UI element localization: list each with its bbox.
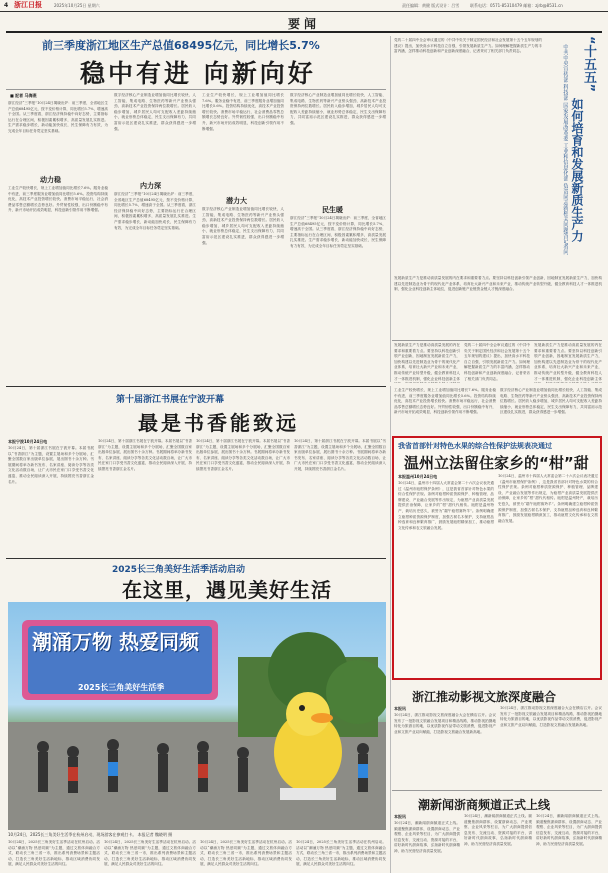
law-headline: 温州立法留住家乡的“柑”甜 [404,454,589,472]
paper-name: 浙江日报 [14,1,42,9]
issue-date: 2025年10月25日 星期六 [54,3,100,8]
gdp-subhead-inner: 内力深 [140,182,161,190]
gdp-byline: ■ 記者 马海燕 [10,93,37,98]
gdp-headline: 稳中有进 向新向好 [80,59,316,88]
summit-column-3: 10月24日，2025长三角美好生活季活动在杭州启动。活动以“潮涌万物 热爱同频”为主题，通过文旅体商融合方式，联动长三角三省一市，推出系列消费场景和主题活动，打造长三角美好生活新地标，推动区域消费协同发展，满足人民群众对美好生活的向往。 [200,840,292,867]
news-column-2: 10月24日，潮新闻浙商频道正式上线。频道聚焦浙商群体，设置浙商动态、产业观察、企业风采等栏目，为广大浙商提供信息发布、交流互动、资源对接的平台，讲好新时代浙商故事，弘扬新时代浙商精神，助力民营经济高质量发展。 [464,814,532,846]
gdp-kicker: 前三季度浙江地区生产总值68495亿元，同比增长5.7% [42,39,320,52]
film-headline: 浙江推动影视文旅深度融合 [412,690,557,704]
film-byline: 本报讯 [394,706,406,711]
right-mid-column-1: 工业生产较快增长，规上工业增加值同比增长7.6%。服务业稳中有进，前三季度服务业增加值同比增长5.6%。投资结构持续优化，高技术产业投资增长较快。消费市场平稳运行，社会消费品零售总额增长态势良好。外贸韧性较强，出口份额稳中有升，新兴市场开拓成效明显，科技创新引领作用不断增强。 [394,388,496,415]
news-headline: 潮新闻浙商频道正式上线 [418,798,551,812]
contact-line: 联系电话：0571-85310479 邮箱：zjrb@8531.cn [470,3,563,8]
plan-column-4: 党的二十届四中全会审议通过的《中共中央关于制定国民经济和社会发展第十五个五年规划的建议》提出，加快高水平科技自立自强，引领发展新质生产力。如何理解把握新质生产力的丰富内涵，怎样推动科技创新和产业创新深度融合，记者采访了相关部门负责同志。 [464,343,530,381]
summit-photo [8,602,386,830]
plan-vertical-block [546,36,602,276]
plan-divider [390,36,391,382]
section-title: 要闻 [287,17,320,31]
summit-headline: 在这里，遇见美好生活 [122,578,332,602]
plan-column-2: 发展新质生产力是推动高质量发展的内在要求和重要着力点。要坚持以科技创新引领产业创新，因地制宜发展新质生产力，加快构建以先进制造业为骨干的现代化产业体系，培育壮大新兴产业和未来产业，推动传统产业转型升级，健全教育科技人才一体推进机制，强化企业科技创新主体地位，促进创新链产业链资金链人才链深度融合。 [394,276,602,292]
law-byline: 本报温州10月24日电 [398,474,438,479]
masthead [0,0,608,12]
gdp-column-1b: 工业生产较快增长，规上工业增加值同比增长7.6%。服务业稳中有进，前三季度服务业增加值同比增长5.6%。投资结构持续优化，高技术产业投资增长较快。消费市场平稳运行，社会消费品零售总额增长态势良好。外贸韧性较强，出口份额稳中有升，新兴市场开拓成效明显，科技创新引领作用不断增强。 [8,186,108,213]
gdp-column-4: 数字经济核心产业制造业增加值同比增长较快，人工智能、集成电路、生物医药等新兴产业势头强劲，高新技术产业投资保持两位数增长。居民收入稳步增加，城乡居民人均可支配收入差距持续缩小，就业形势总体稳定，民生支出保障有力，共同富裕示范区建设扎实推进，群众获得感进一步增强。 [290,93,386,125]
plan-rule [392,340,602,341]
gdp-column-2b: 浙江经济“三季报”10月24日揭晓出炉：前三季度，全省地区生产总值68495亿元，按不变价格计算，同比增长5.7%，增速高于全国。从三季度看，浙江经济保持稳中向好态势，主要指标运行在合理区间，积极因素累积增多，高质量发展扎实推进。生产需求稳步增长，新动能加快成长，民生保障有力有效，为完成全年目标任务奠定坚实基础。 [114,192,196,230]
summit-photo-caption: 10月24日，2025长三角美好生活季在杭州启动，现场游客在参观打卡。 本报记者 魏晓明 摄 [8,832,173,837]
plan-column-5: 发展新质生产力是推动高质量发展的内在要求和重要着力点。要坚持以科技创新引领产业创新，因地制宜发展新质生产力，加快构建以先进制造业为骨干的现代化产业体系，培育壮大新兴产业和未来产业，推动传统产业转型升级，健全教育科技人才一体推进机制，强化企业科技创新主体 [534,343,602,381]
book-kicker: 第十届浙江书展在宁波开幕 [116,395,225,405]
book-column-4: 10月24日，第十届浙江书展在宁波开幕。本届书展以“书香浙江”为主题，设置主展场和多个分展场，汇聚全国数百家出版单位参展，展出图书十余万种。书展期间将举办新书发布、名家讲座、阅读分享等各类文化活动数百场，让广大市民在家门口享受书香文化盛宴，推动全民阅读深入开展，持续擦亮书香浙江金名片。 [294,439,386,471]
gdp-subhead-momentum: 动力稳 [40,176,61,184]
book-column-1: 10月24日，第十届浙江书展在宁波开幕。本届书展以“书香浙江”为主题，设置主展场和多个分展场，汇聚全国数百家出版单位参展，展出图书十余万种。书展期间将举办新书发布、名家讲座、阅读分享等各类文化活动数百场，让广大市民在家门口享受书香文化盛宴，推动全民阅读深入开展，持续擦亮书香浙江金名片。 [8,446,94,484]
plan-vertical-side: 中共中央宣传部 科技部 国家发展改革委 工业和信息化部 负责同志就相关问题答记者问 [562,44,568,255]
gdp-column-4b: 浙江经济“三季报”10月24日揭晓出炉：前三季度，全省地区生产总值68495亿元，按不变价格计算，同比增长5.7%，增速高于全国。从三季度看，浙江经济保持稳中向好态势，主要指标运行在合理区间，积极因素累积增多，高质量发展扎实推进。生产需求稳步增长，新动能加快成长，民生保障有力有效，为完成全年目标任务奠定坚实基础。 [290,216,386,248]
book-byline: 本报宁波10月24日电 [8,439,48,444]
summit-column-4: 10月24日，2025长三角美好生活季活动在杭州启动。活动以“潮涌万物 热爱同频”为主题，通过文旅体商融合方式，联动长三角三省一市，推出系列消费场景和主题活动，打造长三角美好生活新地标，推动区域消费协同发展，满足人民群众对美好生活的向往。 [296,840,386,867]
photo-sign-text: 潮涌万物 热爱同频 [32,630,199,654]
gdp-rule [6,89,386,90]
section-rule [6,31,602,33]
film-rule [392,790,602,791]
gdp-column-3: 工业生产较快增长，规上工业增加值同比增长7.6%。服务业稳中有进，前三季度服务业增加值同比增长5.6%。投资结构持续优化，高技术产业投资增长较快。消费市场平稳运行，社会消费品零售总额增长态势良好。外贸韧性较强，出口份额稳中有升，新兴市场开拓成效明显，科技创新引领作用不断增强。 [202,93,284,131]
film-column-2: 10月24日，浙江推动影视文旅深度融合大会在横店召开。会议发布了一批影视文旅融合发展项目和精品线路，推动影视拍摄地转化为旅游目的地，以优质影视作品带动文旅消费，促进影视产业和文旅产业双向赋能，打造影视文旅融合发展新高地。 [500,706,602,727]
law-article-frame [392,436,602,680]
gdp-subhead-potential: 潜力大 [226,197,247,205]
book-column-3: 10月24日，第十届浙江书展在宁波开幕。本届书展以“书香浙江”为主题，设置主展场和多个分展场，汇聚全国数百家出版单位参展，展出图书十余万种。书展期间将举办新书发布、名家讲座、阅读分享等各类文化活动数百场，让广大市民在家门口享受书香文化盛宴，推动全民阅读深入开展，持续擦亮书香浙江金名片。 [196,439,290,471]
gdp-column-1: 浙江经济“三季报”10月24日揭晓出炉：前三季度，全省地区生产总值68495亿元，按不变价格计算，同比增长5.7%，增速高于全国。从三季度看，浙江经济保持稳中向好态势，主要指标运行在合理区间，积极因素累积增多，高质量发展扎实推进。生产需求稳步增长，新动能加快成长，民生保障有力有效，为完成全年目标任务奠定坚实基础。 [8,101,108,133]
right-mid-column-2: 数字经济核心产业制造业增加值同比增长较快，人工智能、集成电路、生物医药等新兴产业势头强劲，高新技术产业投资保持两位数增长。居民收入稳步增加，城乡居民人均可支配收入差距持续缩小，就业形势总体稳定，民生支出保障有力，共同富裕示范区建设扎实推进，群众获得感进一步增强。 [500,388,602,415]
news-column-1: 10月24日，潮新闻浙商频道正式上线。频道聚焦浙商群体，设置浙商动态、产业观察、企业风采等栏目，为广大浙商提供信息发布、交流互动、资源对接的平台，讲好新时代浙商故事，弘扬新时代浙商精神，助力民营经济高质量发展。 [394,821,460,853]
upper-band-rule [6,386,386,387]
gdp-column-3b: 数字经济核心产业制造业增加值同比增长较快，人工智能、集成电路、生物医药等新兴产业势头强劲，高新技术产业投资保持两位数增长。居民收入稳步增加，城乡居民人均可支配收入差距持续缩小，就业形势总体稳定，民生支出保障有力，共同富裕示范区建设扎实推进，群众获得感进一步增强。 [202,207,284,245]
book-headline: 最是书香能致远 [138,411,299,435]
plan-vertical-lead: “十五五” [581,36,596,93]
photo-subsign-text: 2025长三角美好生活季 [78,683,165,692]
summit-column-2: 10月24日，2025长三角美好生活季活动在杭州启动。活动以“潮涌万物 热爱同频”为主题，通过文旅体商融合方式，联动长三角三省一市，推出系列消费场景和主题活动，打造长三角美好生活新地标，推动区域消费协同发展，满足人民群众对美好生活的向往。 [104,840,196,867]
gdp-subhead-livelihood: 民生暖 [322,206,343,214]
news-column-3: 10月24日，潮新闻浙商频道正式上线。频道聚焦浙商群体，设置浙商动态、产业观察、企业风采等栏目，为广大浙商提供信息发布、交流互动、资源对接的平台，讲好新时代浙商故事，弘扬新时代浙商精神，助力民营经济高质量发展。 [536,814,602,846]
plan-vertical-title: 如何培育和发展新质生产力 [570,98,584,242]
plan-column-3: 发展新质生产力是推动高质量发展的内在要求和重要着力点。要坚持以科技创新引领产业创新，因地制宜发展新质生产力，加快构建以先进制造业为骨干的现代化产业体系，培育壮大新兴产业和未来产业，推动传统产业转型升级，健全教育科技人才一体推进机制，强化企业科技创新主体 [394,343,460,381]
film-column-1: 10月24日，浙江推动影视文旅深度融合大会在横店召开。会议发布了一批影视文旅融合发展项目和精品线路，推动影视拍摄地转化为旅游目的地，以优质影视作品带动文旅消费，促进影视产业和文旅产业双向赋能，打造影视文旅融合发展新高地。 [394,713,496,734]
page-number: 4 [4,2,9,9]
book-column-2: 10月24日，第十届浙江书展在宁波开幕。本届书展以“书香浙江”为主题，设置主展场和多个分展场，汇聚全国数百家出版单位参展，展出图书十余万种。书展期间将举办新书发布、名家讲座、阅读分享等各类文化活动数百场，让广大市民在家门口享受书香文化盛宴，推动全民阅读深入开展，持续擦亮书香浙江金名片。 [98,439,192,471]
mid-divider [390,386,391,873]
law-column-1: 10月24日，温州市十四届人大常委会第二十六次会议表决通过《温州市瓯柑保护条例》，这是我省首部针对特色水果的综合性保护法规。条例对瓯柑种质资源保护、种植管理、品牌建设、产业融合发展等作出规定，为瓯柑产业高质量发展提供法治保障，让家乡的“柑”甜代代相传。瓯柑是温州特产，栽培历史悠久，被誉为“端午瓯柑赛羚羊”。条例明确建立瓯柑种质资源保护制度，加强古树名木保护，支持瓯柑品种选育和良种繁育推广，鼓励发展瓯柑精深加工，推动瓯柑文化传承和农文旅融合发展。 [398,481,494,530]
summit-column-1: 10月24日，2025长三角美好生活季活动在杭州启动。活动以“潮涌万物 热爱同频”为主题，通过文旅体商融合方式，联动长三角三省一市，推出系列消费场景和主题活动，打造长三角美好生活新地标，推动区域消费协同发展，满足人民群众对美好生活的向往。 [8,840,100,867]
gdp-column-2: 数字经济核心产业制造业增加值同比增长较快，人工智能、集成电路、生物医药等新兴产业势头强劲，高新技术产业投资保持两位数增长。居民收入稳步增加，城乡居民人均可支配收入差距持续缩小，就业形势总体稳定，民生支出保障有力，共同富裕示范区建设扎实推进，群众获得感进一步增强。 [114,93,196,131]
news-byline: 本报讯 [394,814,406,819]
editors-line: 责任编辑：黄健 版式设计：吕雪 [402,3,460,8]
summit-kicker: 2025长三角美好生活季活动启动 [112,565,246,575]
law-kicker: 我省首部针对特色水果的综合性保护法规表决通过 [398,442,552,450]
law-column-2: 10月24日，温州市十四届人大常委会第二十六次会议表决通过《温州市瓯柑保护条例》，这是我省首部针对特色水果的综合性保护法规。条例对瓯柑种质资源保护、种植管理、品牌建设、产业融合发展等作出规定，为瓯柑产业高质量发展提供法治保障，让家乡的“柑”甜代代相传。瓯柑是温州特产，栽培历史悠久，被誉为“端午瓯柑赛羚羊”。条例明确建立瓯柑种质资源保护制度，加强古树名木保护，支持瓯柑品种选育和良种繁育推广，鼓励发展瓯柑精深加工，推动瓯柑文化传承和农文旅融合发展。 [498,474,598,523]
book-rule [6,558,386,559]
plan-column-1: 党的二十届四中全会审议通过的《中共中央关于制定国民经济和社会发展第十五个五年规划的建议》提出，加快高水平科技自立自强，引领发展新质生产力。如何理解把握新质生产力的丰富内涵，怎样推动科技创新和产业创新深度融合，记者采访了相关部门负责同志。 [394,38,542,54]
